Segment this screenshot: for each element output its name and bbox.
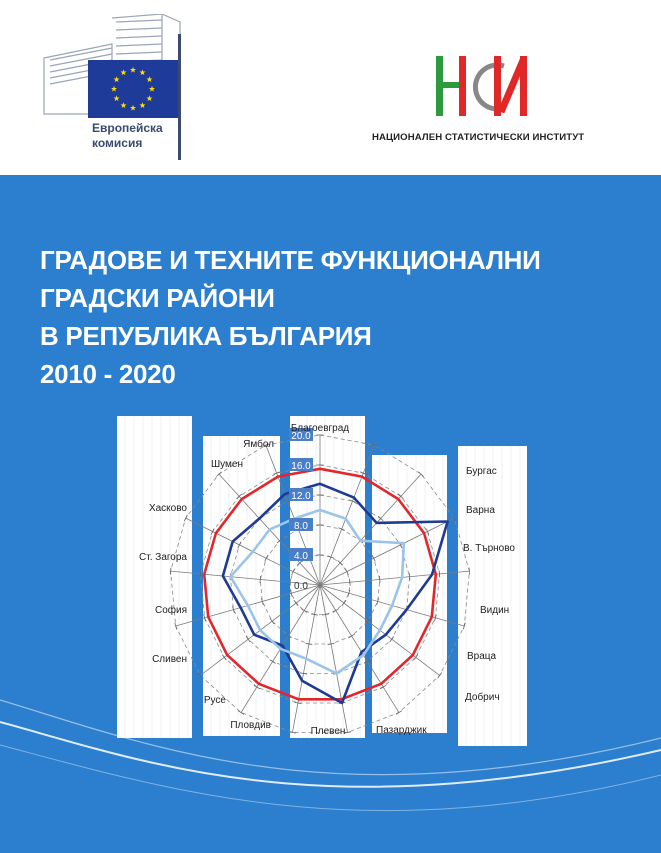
radar-axis-label: Плевен [310, 726, 346, 737]
radar-axis-label: Пазарджик [376, 725, 427, 736]
radar-axis-label: Русе [203, 695, 226, 706]
radar-axis-label: Хасково [148, 503, 187, 514]
radial-tick-label: 0.0 [294, 581, 308, 592]
nsi-name: НАЦИОНАЛЕН СТАТИСТИЧЕСКИ ИНСТИТУТ [372, 132, 585, 143]
radial-tick-label: 20.0 [291, 431, 311, 442]
radial-tick-label: 4.0 [294, 551, 308, 562]
ec-label-line1: Европейска [92, 121, 163, 135]
panel-separator [193, 416, 203, 746]
radar-axis-label: Враца [467, 651, 497, 662]
radar-axis-label: Бургас [466, 466, 497, 477]
title-line-1: ГРАДОВЕ И ТЕХНИТЕ ФУНКЦИОНАЛНИ [40, 245, 541, 275]
radar-axis-label: В. Търново [463, 543, 515, 554]
title-line-2: ГРАДСКИ РАЙОНИ [40, 283, 275, 313]
ec-label-line2: комисия [92, 136, 143, 150]
radar-axis-label: Пловдив [230, 720, 271, 731]
panel-separator [447, 446, 458, 776]
radar-axis-label: Ямбол [243, 439, 274, 450]
radial-tick-label: 12.0 [291, 491, 311, 502]
radar-axis-label: Сливен [152, 654, 187, 665]
chart-panel [372, 455, 447, 733]
radar-axis-label: Варна [466, 505, 495, 516]
radial-tick-label: 8.0 [294, 521, 308, 532]
radar-axis-label: Шумен [210, 459, 243, 470]
title-line-3: В РЕПУБЛИКА БЪЛГАРИЯ [40, 321, 372, 351]
radar-axis-label: Видин [480, 605, 510, 616]
radar-axis-label: София [154, 605, 187, 616]
title-line-4: 2010 - 2020 [40, 359, 176, 389]
radar-axis-label: Добрич [465, 692, 500, 703]
radial-tick-label: 16.0 [291, 461, 311, 472]
radar-axis-label: Ст. Загора [139, 552, 187, 563]
radar-axis-label: Благоевград [290, 423, 350, 434]
chart-panel [117, 416, 192, 738]
